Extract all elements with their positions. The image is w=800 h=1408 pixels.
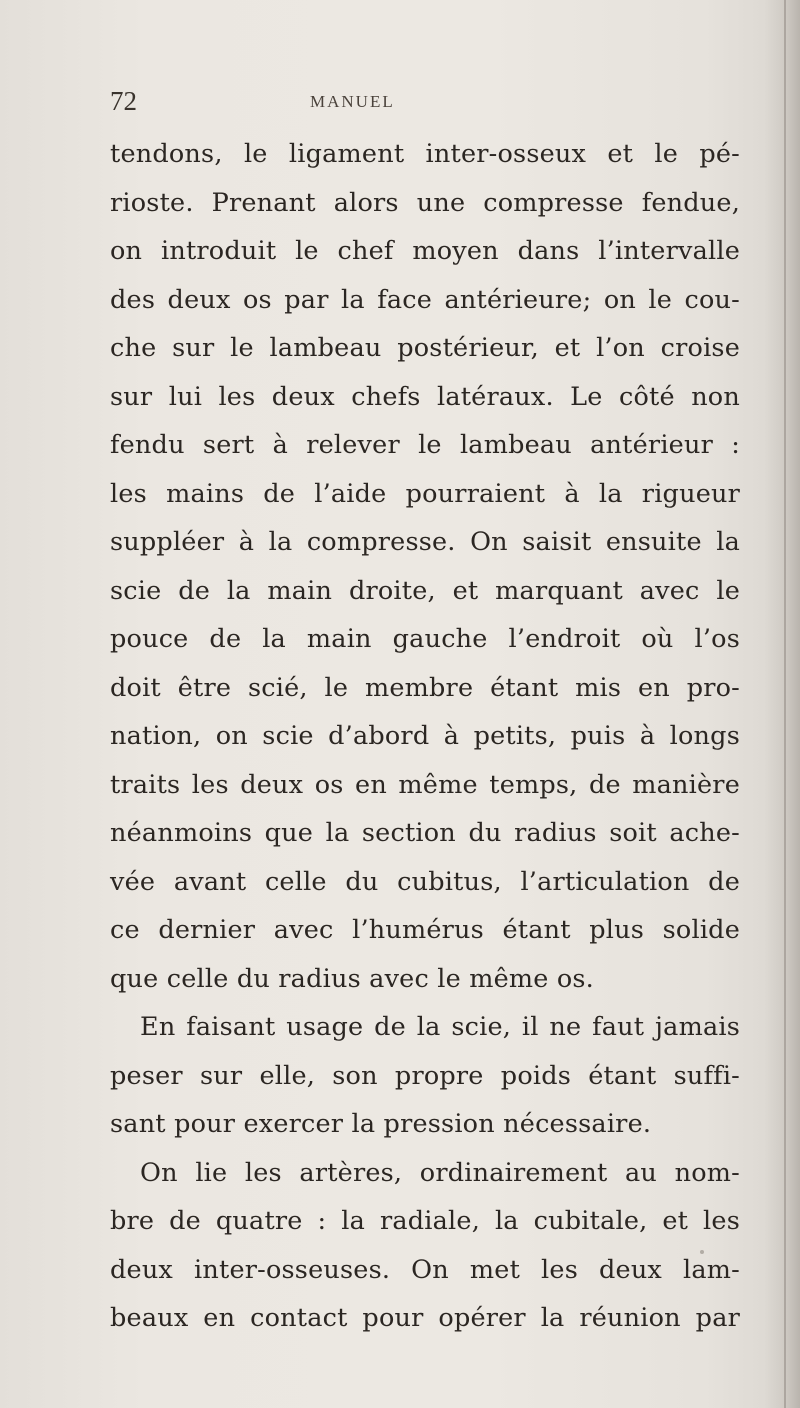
text-line: traits les deux os en même temps, de manière <box>110 769 740 800</box>
text-line: les mains de l’aide pourraient à la rigueur <box>110 478 740 509</box>
text-line: rioste. Prenant alors une compresse fendue, <box>110 187 740 218</box>
text-line: sur lui les deux chefs latéraux. Le côté non <box>110 381 740 412</box>
running-head-title: MANUEL <box>310 92 395 111</box>
text-line: doit être scié, le membre étant mis en pro- <box>110 672 740 703</box>
text-line: fendu sert à relever le lambeau antérieur : <box>110 430 740 460</box>
body-text <box>110 130 740 1343</box>
text-line: ce dernier avec l’humérus étant plus solide <box>110 915 740 945</box>
text-line: nation, on scie d’abord à petits, puis à longs <box>110 721 740 751</box>
text-line: vée avant celle du cubitus, l’articulation de <box>110 866 740 897</box>
text-line: che sur le lambeau postérieur, et l’on croise <box>110 333 740 363</box>
page-edge-line <box>784 0 786 1408</box>
text-line: sant pour exercer la pression nécessaire. <box>110 1109 652 1139</box>
text-line: on introduit le chef moyen dans l’intervalle <box>110 236 740 266</box>
text-line: suppléer à la compresse. On saisit ensuite la <box>110 527 740 557</box>
text-line: peser sur elle, son propre poids étant suffi- <box>110 1060 740 1091</box>
running-head <box>110 86 750 122</box>
text-line: pouce de la main gauche l’endroit où l’os <box>110 624 740 654</box>
text-line: néanmoins que la section du radius soit ache- <box>110 818 740 848</box>
text-line: que celle du radius avec le même os. <box>110 963 594 994</box>
text-line: des deux os par la face antérieure; on le cou- <box>110 284 740 315</box>
text-line: scie de la main droite, et marquant avec le <box>110 575 740 606</box>
text-line: deux inter-osseuses. On met les deux lam- <box>110 1254 740 1285</box>
text-line-paragraph-start: En faisant usage de la scie, il ne faut jamais <box>140 1012 740 1042</box>
text-line: bre de quatre : la radiale, la cubitale, et les <box>110 1206 740 1236</box>
paper-speck <box>700 1250 704 1254</box>
text-line-paragraph-start: On lie les artères, ordinairement au nom- <box>140 1157 740 1188</box>
text-line: beaux en contact pour opérer la réunion par <box>110 1303 740 1333</box>
page-number: 72 <box>110 86 137 116</box>
text-line: tendons, le ligament inter-osseux et le pé- <box>110 139 740 169</box>
page-edge-shadow <box>764 0 800 1408</box>
